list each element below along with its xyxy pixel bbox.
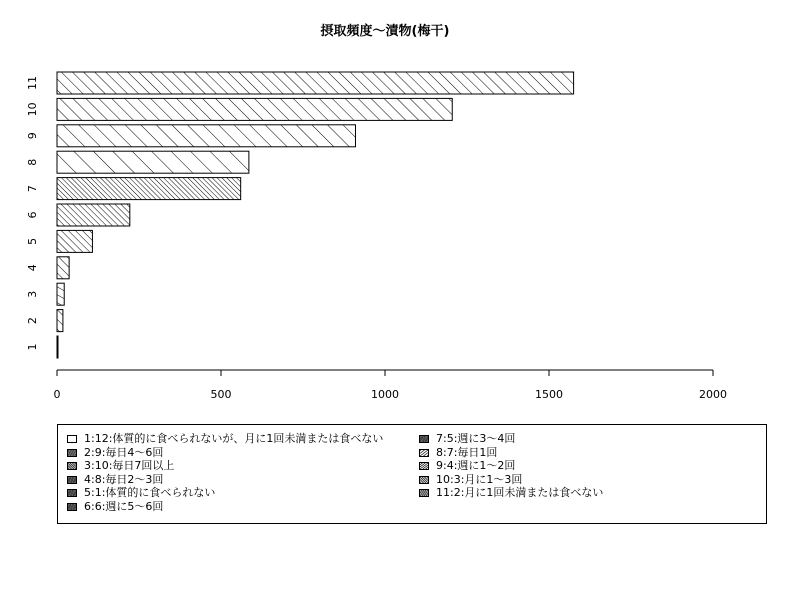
y-tick-label: 4 (26, 264, 39, 272)
legend-label: 4:8:毎日2～3回 (84, 472, 164, 486)
y-tick-label: 11 (26, 76, 39, 90)
legend-item (67, 459, 174, 472)
x-tick-label: 2000 (699, 388, 727, 401)
x-axis (54, 370, 728, 401)
legend-swatch (419, 449, 429, 457)
y-tick-label: 6 (26, 211, 39, 219)
legend-label: 10:3:月に1～3回 (436, 472, 523, 486)
y-tick-label: 5 (26, 237, 39, 245)
legend-label: 6:6:週に5～6回 (84, 500, 164, 513)
bars-layer (57, 72, 574, 358)
y-tick-label: 9 (26, 132, 39, 140)
chart-title: 摂取頻度～漬物(梅干) (320, 24, 450, 39)
x-tick-label: 1500 (535, 388, 563, 401)
legend-swatch (67, 476, 77, 484)
bar-6 (57, 204, 130, 226)
y-tick-label: 8 (26, 158, 39, 166)
legend-swatch (419, 476, 429, 484)
legend-item (67, 432, 383, 445)
legend-swatch (419, 462, 429, 470)
legend-item (419, 473, 522, 486)
legend-item (67, 446, 163, 459)
x-tick-label: 0 (53, 388, 61, 401)
bar-8 (57, 151, 249, 173)
legend-label: 5:1:体質的に食べられない (84, 486, 216, 500)
x-tick-label: 500 (210, 388, 232, 401)
legend-item (419, 446, 497, 459)
y-tick-label: 10 (26, 102, 39, 117)
bar-5 (57, 230, 92, 252)
legend-label: 3:10:毎日7回以上 (84, 459, 175, 473)
x-tick-label: 1000 (371, 388, 399, 401)
legend-swatch (67, 449, 77, 457)
bar-3 (57, 283, 64, 305)
legend-item (67, 486, 215, 499)
legend-item (419, 486, 603, 499)
bar-9 (57, 125, 355, 147)
y-tick-label: 1 (26, 343, 39, 351)
legend-label: 8:7:毎日1回 (436, 445, 498, 459)
legend-item (67, 473, 163, 486)
bar-7 (57, 178, 241, 200)
legend-swatch (419, 435, 429, 443)
bar-4 (57, 257, 69, 279)
legend-swatch (67, 435, 77, 443)
bar-11 (57, 72, 574, 94)
bar-1 (57, 336, 58, 358)
legend-label: 9:4:週に1～2回 (436, 459, 516, 473)
bar-2 (57, 310, 63, 332)
legend-label: 1:12:体質的に食べられないが、月に1回未満または食べない (84, 432, 384, 445)
y-tick-label: 3 (26, 290, 39, 298)
legend-item (419, 459, 515, 472)
y-tick-label: 2 (26, 317, 39, 325)
legend-label: 2:9:毎日4～6回 (84, 445, 164, 459)
legend-item (67, 500, 163, 513)
y-axis (26, 76, 39, 351)
bar-10 (57, 98, 452, 120)
y-tick-label: 7 (26, 185, 39, 193)
legend-label: 11:2:月に1回未満または食べない (436, 486, 604, 500)
legend-swatch (419, 489, 429, 497)
legend-swatch (67, 489, 77, 497)
legend-label: 7:5:週に3～4回 (436, 432, 516, 445)
legend-swatch (67, 503, 77, 511)
legend-swatch (67, 462, 77, 470)
legend-item (419, 432, 515, 445)
